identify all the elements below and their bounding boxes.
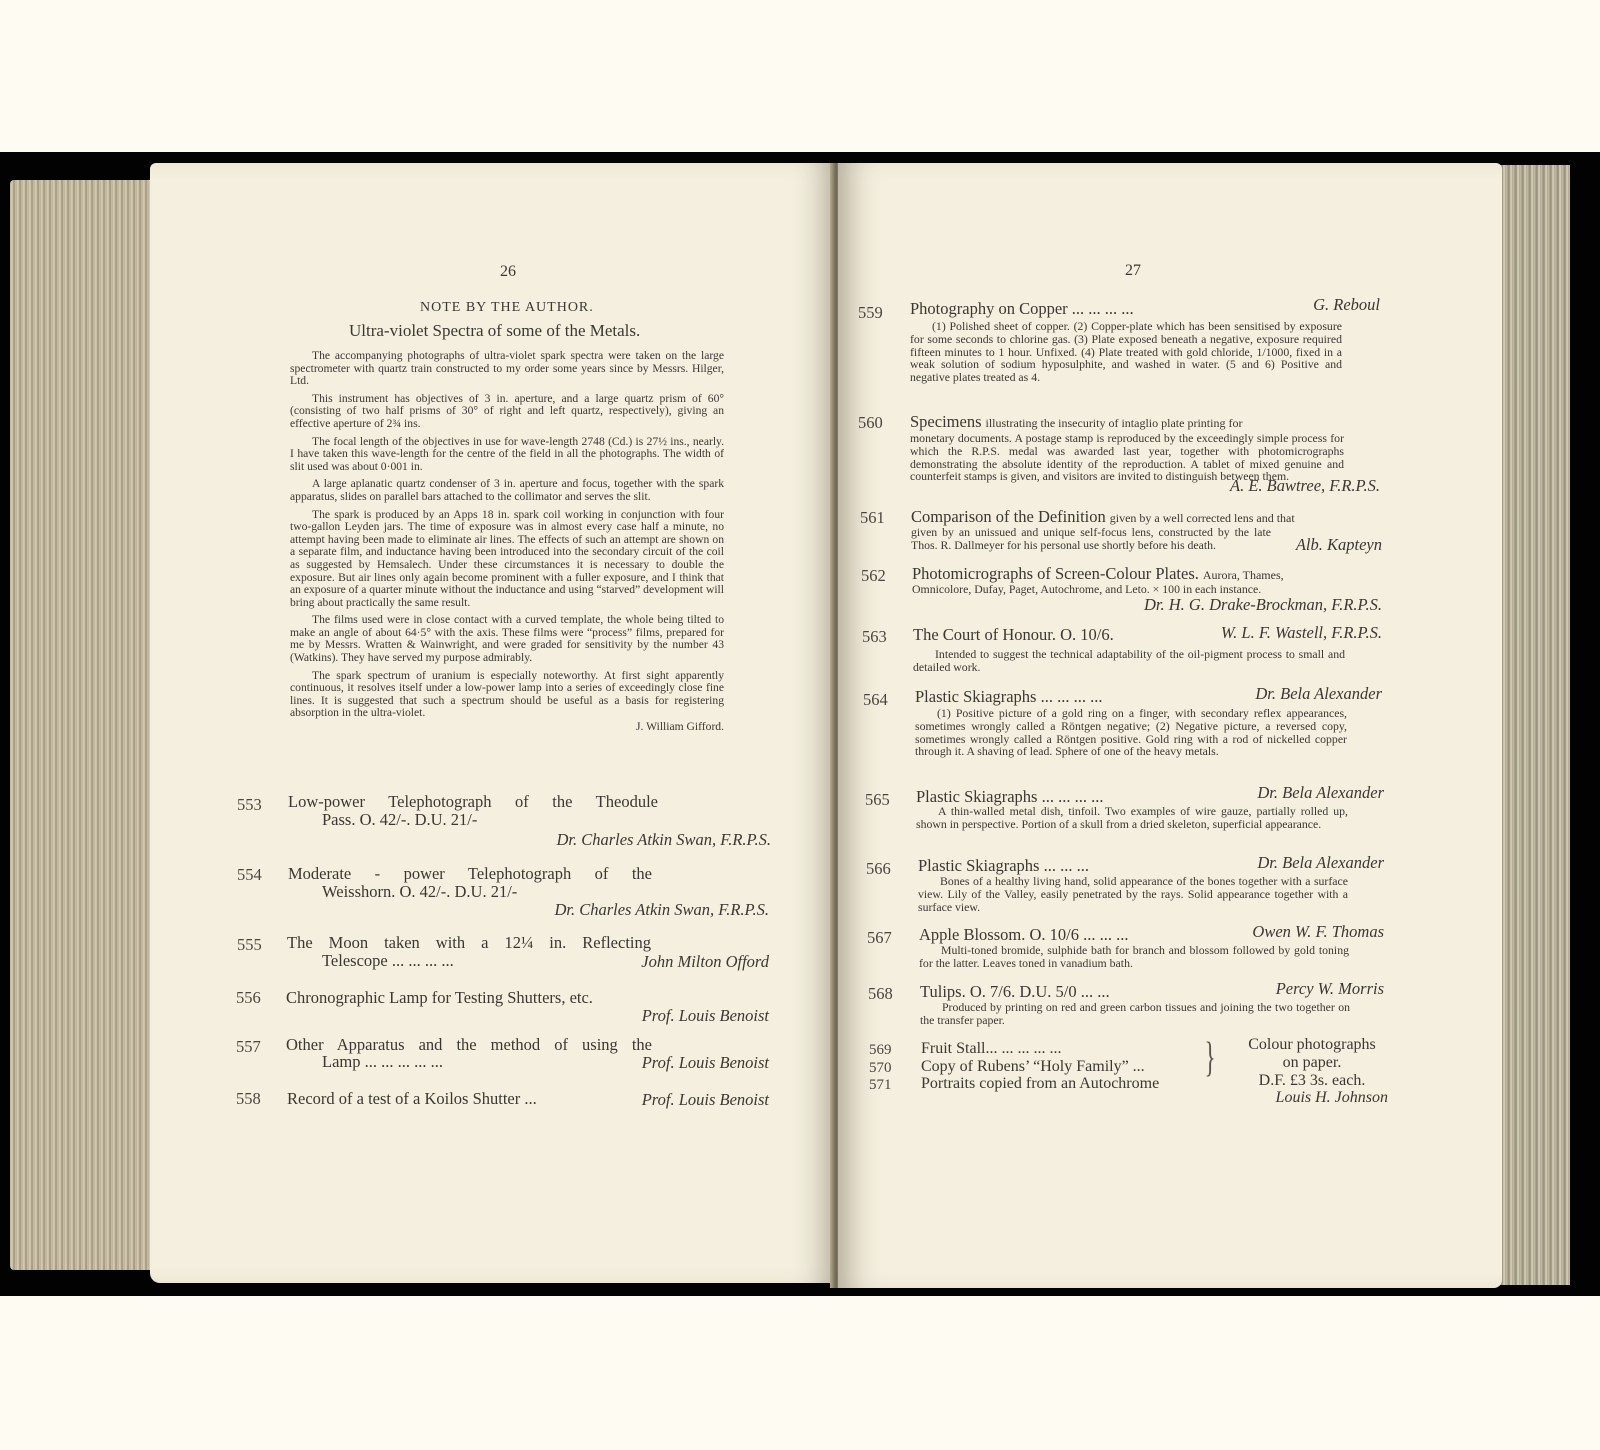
entry-title: Plastic Skiagraphs ... ... ... ...	[916, 787, 1104, 806]
entry-exhibitor: Prof. Louis Benoist	[641, 1090, 769, 1109]
entry-exhibitor: A. E. Bawtree, F.R.P.S.	[1229, 476, 1380, 495]
note-heading: NOTE BY THE AUTHOR.	[420, 300, 594, 315]
group-note: on paper.	[1282, 1054, 1342, 1071]
entry-title: Photomicrographs of Screen-Colour Plates.	[912, 564, 1199, 583]
entry-title-continued: Weisshorn. O. 42/-. D.U. 21/-	[322, 882, 518, 901]
entry-number: 563	[862, 627, 887, 646]
note-paragraph: The accompanying photographs of ultra-violet spark spectra were taken on the large spectrometer with quartz train constructed to my order some years since by Messrs. Hilger, Ltd.	[290, 349, 724, 388]
entry-description: (1) Polished sheet of copper. (2) Copper-plate which has been sensitised by exposure for some seconds to chlorine gas. (3) Plate exposed beneath a negative, exposure required fifteen minutes to 1 hour. Unfixed. (4) Plate treated with gold chloride, 1/1000, fixed in a weak solution of sodium hyposulphite, and washed in water. (5 and 6) Positive and negative plates treated as 4.	[910, 319, 1342, 385]
entry-number: 554	[237, 865, 262, 884]
group-number: 570	[869, 1060, 892, 1076]
entry-exhibitor: Dr. Bela Alexander	[1257, 853, 1384, 872]
entry-number: 559	[858, 303, 883, 322]
entry-exhibitor: Dr. Charles Atkin Swan, F.R.P.S.	[556, 830, 771, 849]
entry-description: Bones of a healthy living hand, solid appearance of the bones together with a surface view. Lily of the Valley, easily penetrated by the rays. Solid appearance together with a surface view.	[918, 874, 1348, 914]
page-number: 26	[500, 263, 516, 280]
group-exhibitor: Louis H. Johnson	[1275, 1089, 1388, 1106]
entry-title-continued: Telescope ... ... ... ...	[322, 951, 454, 970]
entry-description: Multi-toned bromide, sulphide bath for branch and blossom followed by gold toning for the latter. Leaves toned in vanadium bath.	[919, 943, 1349, 970]
entry-title-row	[910, 413, 1344, 432]
note-paragraph: A large aplanatic quartz condenser of 3 in. aperture and focus, together with the spark apparatus, slides on parallel bars attached to the collimator and serves the slit.	[290, 477, 724, 503]
entry-number: 566	[866, 859, 891, 878]
entry-title: Record of a test of a Koilos Shutter ...	[287, 1089, 537, 1108]
note-paragraph: This instrument has objectives of 3 in. aperture, and a large quartz prism of 60° (consisting of two half prisms of 30° of right and left quartz, respectively), giving an effective aperture of 2¾ ins.	[290, 391, 724, 430]
entry-number: 565	[865, 790, 890, 809]
entry-title: The Moon taken with a 12¼ in. Reflecting	[287, 933, 651, 952]
entry-exhibitor: Dr. Bela Alexander	[1257, 783, 1384, 802]
entry-description: monetary documents. A postage stamp is reproduced by the exceedingly simple process for which the R.P.S. medal was awarded last year, together with photomicrographs demonstrating the absolute identity of the reproduction. A tablet of mixed genuine and counterfeit stamps is given, and visitors are invited to distinguish between them.	[910, 431, 1344, 484]
entry-description: given by an unissued and unique self-focus lens, constructed by the late Thos. R. Dallmeyer for his personal use shortly before his death.	[911, 525, 1271, 552]
note-title: Ultra-violet Spectra of some of the Metals.	[349, 321, 641, 340]
entry-description: Intended to suggest the technical adaptability of the oil-pigment process to small and detailed work.	[913, 647, 1345, 674]
entry-exhibitor: Owen W. F. Thomas	[1252, 922, 1384, 941]
entry-number: 567	[867, 928, 892, 947]
entry-exhibitor: W. L. F. Wastell, F.R.P.S.	[1220, 623, 1382, 642]
page-number: 27	[1125, 262, 1141, 279]
group-number: 571	[869, 1077, 892, 1093]
entry-title-suffix: illustrating the insecurity of intaglio plate printing for	[985, 416, 1243, 430]
book-page-edges-right	[1492, 165, 1570, 1285]
entry-description: Omnicolore, Dufay, Paget, Autochrome, and Leto. × 100 in each instance.	[912, 582, 1262, 596]
entry-title-suffix: given by a well corrected lens and that	[1109, 511, 1295, 525]
note-signature: J. William Gifford.	[636, 720, 724, 734]
entry-exhibitor: Dr. Bela Alexander	[1255, 684, 1382, 703]
entry-title: Comparison of the Definition	[911, 507, 1106, 526]
group-note: Colour photographs	[1248, 1036, 1376, 1053]
entry-number: 560	[858, 413, 883, 432]
left-page	[150, 163, 835, 1283]
group-item-title: Copy of Rubens’ “Holy Family” ...	[921, 1058, 1145, 1075]
entry-number: 557	[236, 1037, 261, 1056]
entry-exhibitor: Dr. Charles Atkin Swan, F.R.P.S.	[554, 900, 769, 919]
entry-number: 555	[237, 935, 262, 954]
entry-title: Plastic Skiagraphs ... ... ...	[918, 856, 1089, 875]
entry-number: 553	[237, 795, 262, 814]
entry-title: Photography on Copper ... ... ... ...	[910, 299, 1134, 318]
note-paragraph: The spark spectrum of uranium is especially noteworthy. At first sight apparently continuous, it resolves itself under a low-power lamp into a series of exceedingly close fine lines. It is suggested that such a spectrum should be useful as a basis for registering absorption in the ultra-violet.	[290, 668, 724, 720]
entry-description: Produced by printing on red and green carbon tissues and joining the two together on the transfer paper.	[920, 1000, 1350, 1027]
entry-exhibitor: Prof. Louis Benoist	[641, 1053, 769, 1072]
entry-title: Tulips. O. 7/6. D.U. 5/0 ... ...	[920, 982, 1110, 1001]
right-page	[838, 163, 1502, 1288]
entry-description: (1) Positive picture of a gold ring on a finger, with secondary reflex appearances, sometimes wrongly called a Röntgen negative; (2) Negative picture, a reversed copy, sometimes wrongly called a Röntgen positive. Gold ring with a rod of nickelled copper through it. A shaving of lead. Sphere of one of the heavy metals.	[915, 706, 1347, 759]
entry-exhibitor: John Milton Offord	[641, 952, 769, 971]
entry-exhibitor: Alb. Kapteyn	[1295, 535, 1382, 554]
entry-title: Other Apparatus and the method of using the	[286, 1035, 652, 1054]
entry-exhibitor: Percy W. Morris	[1275, 979, 1384, 998]
group-brace: }	[1204, 1035, 1216, 1081]
note-paragraph: The spark is produced by an Apps 18 in. spark coil working in conjunction with four two-gallon Leyden jars. The time of exposure was in almost every case half a minute, no attempt having been made to eliminate air lines. The effects of such an attempt are shown on a separate film, and inductance having been introduced into the secondary circuit of the coil as suggested by Hemsalech. Under these circumstances it is necessary to double the exposure. But air lines only again become prominent with a fuller exposure, and I think that an exposure of a quarter minute without the inductance and using “starved” development will bring about practically the same result.	[290, 507, 724, 609]
entry-title: The Court of Honour. O. 10/6.	[913, 625, 1114, 644]
note-paragraph: The focal length of the objectives in use for wave-length 2748 (Cd.) is 27½ ins., nearly. I have taken this wave-length for the centre of the field in all the photographs. The width of slit used was about 0·001 in.	[290, 434, 724, 473]
entry-title-continued: Pass. O. 42/-. D.U. 21/-	[322, 810, 478, 829]
group-price: D.F. £3 3s. each.	[1258, 1072, 1366, 1089]
entry-title: Low-power Telephotograph of the Theodule	[288, 792, 658, 811]
entry-title: Apple Blossom. O. 10/6 ... ... ...	[919, 925, 1129, 944]
entry-number: 562	[861, 566, 886, 585]
group-item-title: Fruit Stall... ... ... ... ...	[921, 1040, 1062, 1057]
book-page-edges-left	[10, 180, 160, 1270]
entry-title-suffix: Aurora, Thames,	[1202, 568, 1284, 582]
entry-description: A thin-walled metal dish, tinfoil. Two examples of wire gauze, partially rolled up, shown in perspective. Portion of a skull from a dried skeleton, superficial appearance.	[916, 804, 1348, 831]
entry-title: Chronographic Lamp for Testing Shutters, etc.	[286, 988, 593, 1007]
note-paragraph: The films used were in close contact with a curved template, the whole being tilted to make an angle of about 64·5° with the axis. These films were “process” films, prepared for me by Messrs. Wratten & Wainwright, and were graded for sensitivity by the number 43 (Watkins). They have served my purpose admirably.	[290, 613, 724, 665]
entry-title: Moderate - power Telephotograph of the	[288, 864, 652, 883]
entry-number: 564	[863, 690, 888, 709]
entry-number: 556	[236, 988, 261, 1007]
note-body	[290, 350, 724, 733]
entry-exhibitor: Dr. H. G. Drake-Brockman, F.R.P.S.	[1143, 595, 1382, 614]
group-item-title: Portraits copied from an Autochrome	[921, 1075, 1160, 1092]
entry-number: 561	[860, 508, 885, 527]
group-number: 569	[869, 1042, 892, 1058]
entry-title: Plastic Skiagraphs ... ... ... ...	[915, 687, 1103, 706]
entry-exhibitor: Prof. Louis Benoist	[641, 1006, 769, 1025]
entry-exhibitor: G. Reboul	[1313, 295, 1380, 314]
entry-title: Specimens	[910, 412, 982, 431]
entry-number: 568	[868, 984, 893, 1003]
entry-title-continued: Lamp ... ... ... ... ...	[322, 1052, 443, 1071]
entry-number: 558	[236, 1089, 261, 1108]
